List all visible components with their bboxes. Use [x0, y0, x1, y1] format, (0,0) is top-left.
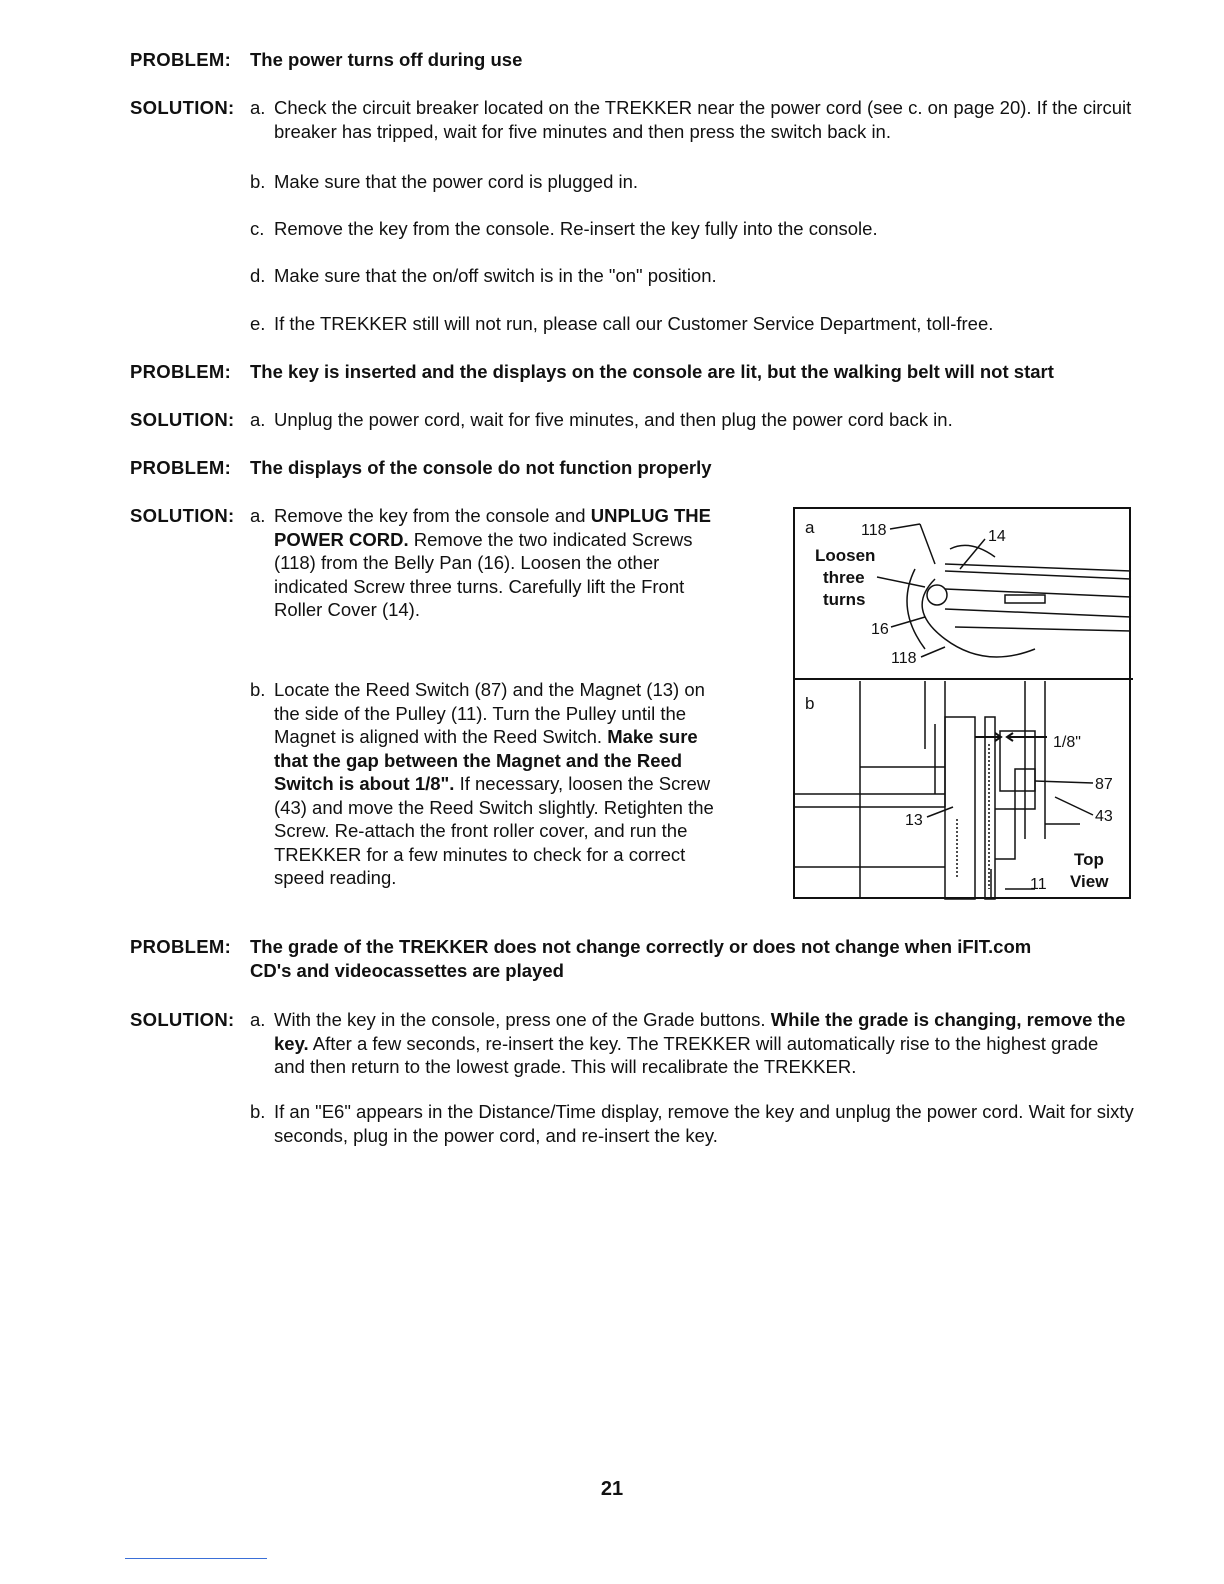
item-text: Locate the Reed Switch (87) and the Magnet (13) on the side of the Pulley (11). Turn the Pulley until the Magnet is aligned with the Reed Switch. [274, 679, 705, 747]
pulley-top-view-drawing [795, 681, 1080, 899]
reed-switch-figure [795, 509, 1133, 901]
solution-item [250, 1100, 1134, 1147]
callout-118: 118 [861, 522, 887, 539]
problem-title: The displays of the console do not function properly [250, 457, 712, 478]
item-letter: a. [250, 409, 266, 430]
item-text: Remove the key from the console. Re-insert the key fully into the console. [274, 218, 878, 239]
loosen-text: Loosen [815, 546, 876, 565]
callout-118b: 118 [891, 650, 917, 667]
solution-item [250, 504, 714, 622]
item-letter: b. [250, 1101, 266, 1122]
solution-item [250, 1008, 1134, 1079]
problem-label: PROBLEM: [130, 936, 232, 957]
solution-item [250, 170, 1134, 194]
item-letter: b. [250, 679, 266, 700]
solution-item [250, 678, 714, 890]
item-text: With the key in the console, press one of the Grade buttons. [274, 1009, 766, 1030]
item-text: Remove the two indicated Screws (118) from the Belly Pan (16). Loosen the other indicated Screw three turns. Carefully lift the Front Roller Cover (14). [274, 528, 693, 620]
item-text: After a few seconds, re-insert the key. The TREKKER will automatically rise to the highest grade and then return to the lowest grade. This will recalibrate the TREKKER. [274, 1032, 1099, 1077]
page-number: 21 [600, 1478, 624, 1500]
item-text: Check the circuit breaker located on the TREKKER near the power cord (see c. on page 20). If the circuit breaker has tripped, wait for five minutes and then press the switch back in. [274, 97, 1132, 142]
top-text: Top [1074, 850, 1104, 869]
solution-item [250, 264, 1134, 288]
item-emphasis: Make sure that the gap between the Magnet and the Reed Switch is about 1/8". [274, 726, 698, 794]
item-emphasis: UNPLUG THE POWER CORD. [274, 505, 711, 550]
front-roller-cover-drawing [907, 545, 1131, 657]
problem-label: PROBLEM: [130, 361, 232, 382]
problem-title [250, 935, 1134, 982]
item-text: If the TREKKER still will not run, please call our Customer Service Department, toll-free. [274, 313, 994, 334]
item-text: If an "E6" appears in the Distance/Time display, remove the key and unplug the power cord. Wait for sixty seconds, plug in the power cord, and re-insert the key. [274, 1101, 1134, 1146]
item-text: Unplug the power cord, wait for five minutes, and then plug the power cord back in. [274, 409, 953, 430]
item-letter: e. [250, 313, 266, 334]
solution-label: SOLUTION: [130, 1009, 235, 1030]
figure-a-letter: a [805, 518, 815, 537]
callout-13: 13 [905, 812, 923, 829]
item-text: Remove the key from the console and [274, 505, 586, 526]
item-text: If necessary, loosen the Screw (43) and move the Reed Switch slightly. Retighten the Screw. Re-attach the front roller cover, and run the TREKKER for a few minutes to check for a correct speed reading. [274, 773, 714, 888]
callout-87: 87 [1095, 776, 1113, 793]
item-text: Make sure that the on/off switch is in the "on" position. [274, 265, 717, 286]
item-emphasis: While the grade is changing, remove the key. [274, 1009, 1126, 1054]
item-text: Make sure that the power cord is plugged in. [274, 171, 639, 192]
callout-16: 16 [871, 621, 889, 638]
item-letter: a. [250, 505, 266, 526]
item-letter: c. [250, 218, 265, 239]
figure-b-letter: b [805, 694, 815, 713]
callout-11: 11 [1030, 876, 1047, 893]
solution-label: SOLUTION: [130, 97, 235, 118]
view-text: View [1070, 872, 1109, 891]
problem-label: PROBLEM: [130, 49, 232, 70]
turns-text: turns [823, 590, 866, 609]
problem-title: The key is inserted and the displays on the console are lit, but the walking belt will not start [250, 361, 1054, 382]
problem-label: PROBLEM: [130, 457, 232, 478]
callout-14: 14 [988, 528, 1006, 545]
footer-rule [125, 1558, 267, 1559]
item-letter: b. [250, 171, 266, 192]
three-text: three [823, 568, 865, 587]
solution-label: SOLUTION: [130, 505, 235, 526]
solution-label: SOLUTION: [130, 409, 235, 430]
item-letter: d. [250, 265, 266, 286]
gap-callout: 1/8" [1053, 734, 1081, 751]
item-letter: a. [250, 97, 266, 118]
solution-item [250, 312, 1134, 336]
solution-item [250, 408, 1134, 432]
item-letter: a. [250, 1009, 266, 1030]
solution-item [250, 96, 1134, 143]
problem-title-line: CD's and videocassettes are played [250, 959, 564, 981]
problem-title-line: The grade of the TREKKER does not change correctly or does not change when iFIT.com [250, 936, 1032, 957]
callout-43: 43 [1095, 808, 1113, 825]
problem-title: The power turns off during use [250, 49, 523, 70]
figure-panel [793, 507, 1131, 899]
solution-item [250, 217, 1134, 241]
